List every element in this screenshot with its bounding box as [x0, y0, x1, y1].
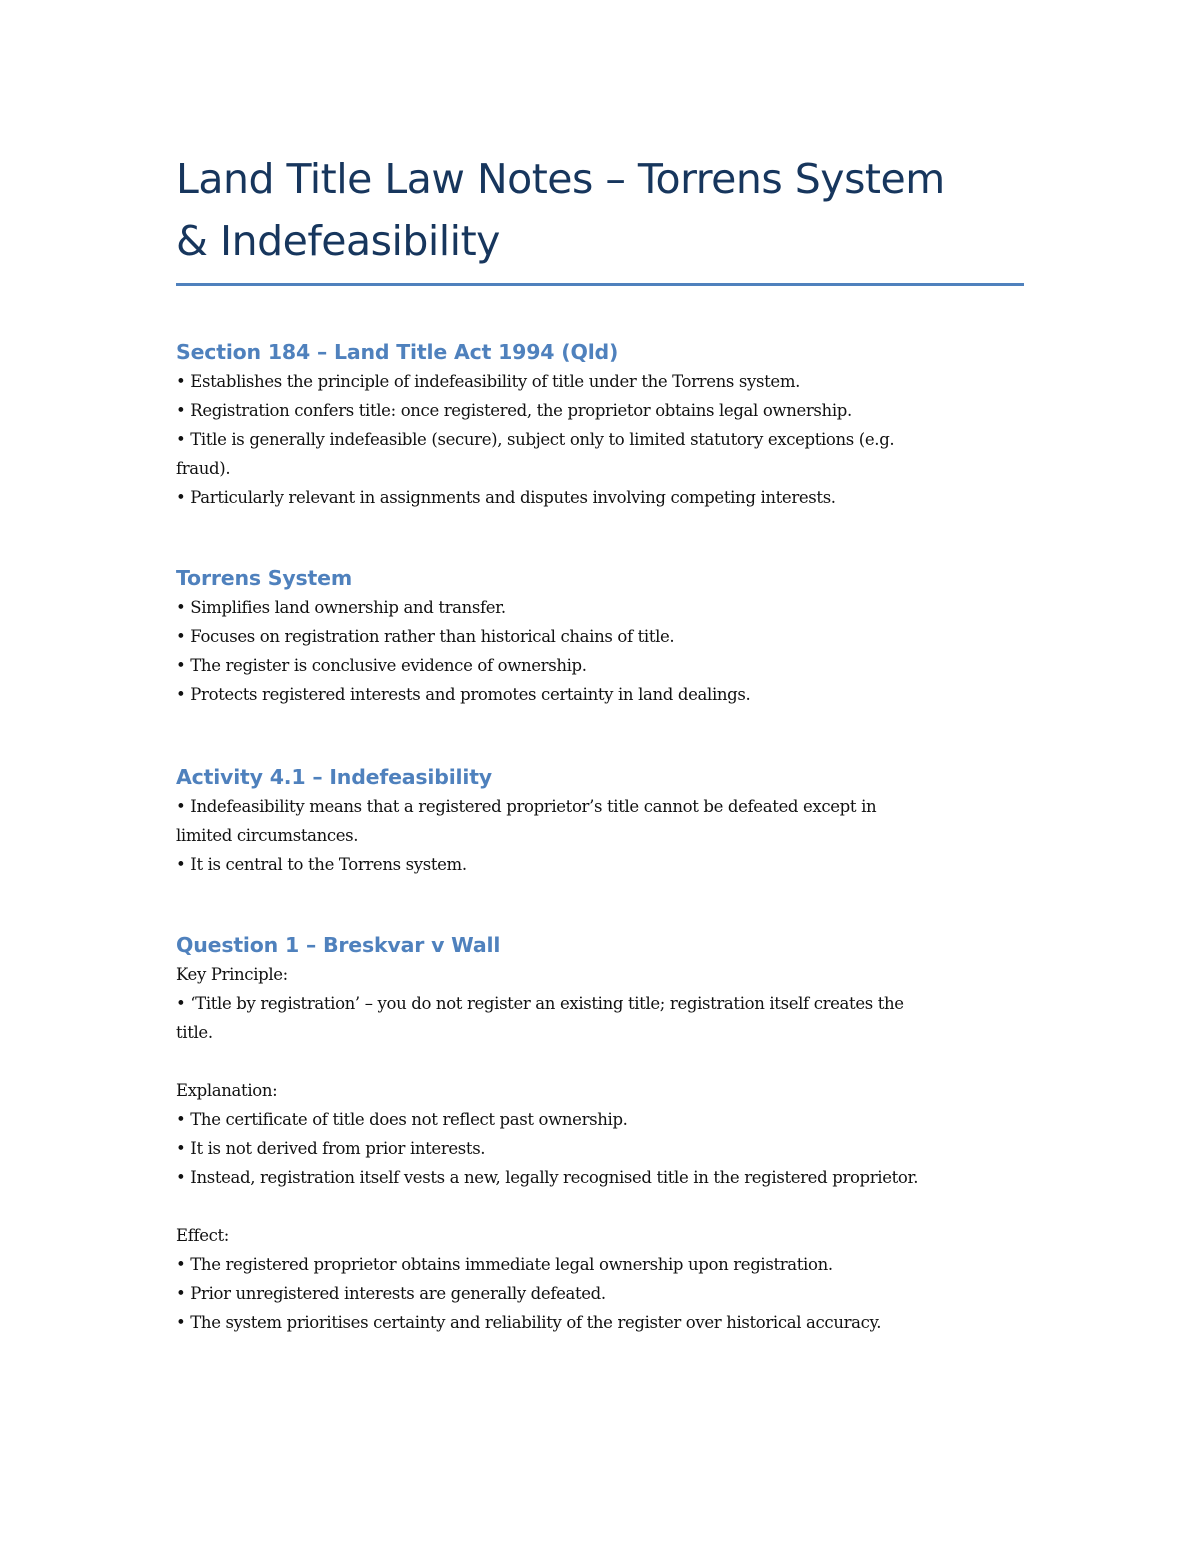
bullet-line: • Title is generally indefeasible (secure), subject only to limited statutory exceptions (e.g. [176, 430, 895, 449]
section-heading: Activity 4.1 – Indefeasibility [176, 765, 492, 789]
bullet-line: • The certificate of title does not reflect past ownership. [176, 1110, 628, 1129]
title-line-2: & Indefeasibility [176, 217, 500, 265]
section-heading: Torrens System [176, 566, 352, 590]
spacer [176, 1192, 1024, 1221]
title-underline [176, 283, 1024, 286]
bullet-line: • Prior unregistered interests are generally defeated. [176, 1284, 606, 1303]
title-line-1: Land Title Law Notes – Torrens System [176, 155, 945, 203]
spacer [176, 1047, 1024, 1076]
bullet-line: • Establishes the principle of indefeasibility of title under the Torrens system. [176, 372, 801, 391]
effect-label: Effect: [176, 1226, 230, 1245]
section-184 [176, 337, 1024, 512]
bullet-line-continued: fraud). [176, 459, 231, 478]
bullet-line: • Registration confers title: once registered, the proprietor obtains legal ownership. [176, 401, 852, 420]
section-activity-4-1 [176, 762, 1024, 879]
bullet-line: • It is not derived from prior interests. [176, 1139, 486, 1158]
section-torrens-system [176, 563, 1024, 709]
document-page [176, 148, 1024, 1337]
explanation-label: Explanation: [176, 1081, 278, 1100]
bullet-line: • Simplifies land ownership and transfer. [176, 598, 506, 617]
bullet-line: • Focuses on registration rather than historical chains of title. [176, 627, 675, 646]
bullet-line: • Indefeasibility means that a registered proprietor’s title cannot be defeated except in [176, 797, 877, 816]
bullet-line-continued: title. [176, 1023, 213, 1042]
bullet-line: • Protects registered interests and promotes certainty in land dealings. [176, 685, 751, 704]
section-heading: Question 1 – Breskvar v Wall [176, 933, 501, 957]
bullet-line: • The system prioritises certainty and reliability of the register over historical accuracy. [176, 1313, 882, 1332]
key-principle-label: Key Principle: [176, 965, 288, 984]
document-title [176, 148, 1024, 272]
section-question-1 [176, 930, 1024, 1337]
bullet-line: • Particularly relevant in assignments and disputes involving competing interests. [176, 488, 836, 507]
section-heading: Section 184 – Land Title Act 1994 (Qld) [176, 340, 619, 364]
bullet-line: • The register is conclusive evidence of ownership. [176, 656, 587, 675]
bullet-line-continued: limited circumstances. [176, 826, 359, 845]
bullet-line: • It is central to the Torrens system. [176, 855, 467, 874]
bullet-line: • Instead, registration itself vests a new, legally recognised title in the registered proprietor. [176, 1168, 919, 1187]
bullet-line: • The registered proprietor obtains immediate legal ownership upon registration. [176, 1255, 833, 1274]
bullet-line: • ‘Title by registration’ – you do not register an existing title; registration itself creates the [176, 994, 904, 1013]
